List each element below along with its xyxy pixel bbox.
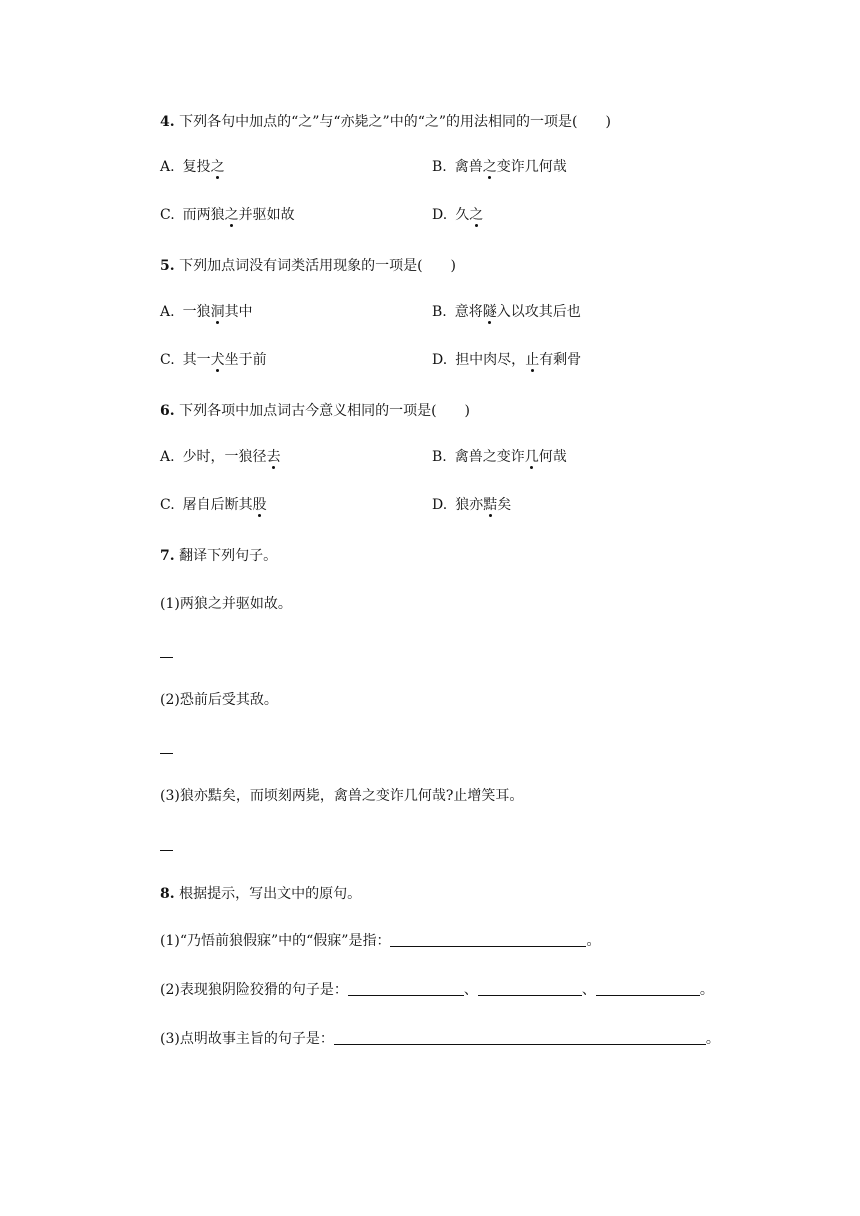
question-8 [160, 884, 361, 904]
answer-line[interactable] [160, 850, 173, 851]
option-label: A. [160, 159, 175, 175]
option-text: 矣 [497, 497, 512, 513]
option-label: C. [160, 497, 175, 513]
question-number: 5. [160, 258, 175, 274]
prompt-text: (2)表现狼阴险狡猾的句子是： [160, 982, 348, 998]
option-text: 有剩骨 [539, 352, 582, 368]
option-label: D. [432, 352, 448, 368]
option-text: 其一 [182, 352, 211, 368]
dotted-char: 去 [266, 449, 281, 465]
option-label: B. [432, 159, 447, 175]
q4-option-b [432, 157, 567, 177]
question-number: 6. [160, 403, 175, 419]
question-stem: 翻译下列句子。 [179, 548, 278, 564]
option-label: D. [432, 207, 448, 223]
q6-option-d [432, 495, 511, 515]
option-text: 担中肉尽， [455, 352, 526, 368]
dotted-char: 股 [252, 497, 267, 513]
dotted-char: 洞 [210, 304, 225, 320]
option-label: C. [160, 207, 175, 223]
q4-option-c [160, 205, 295, 225]
fill-blank[interactable] [596, 981, 700, 996]
q6-option-b [432, 447, 567, 467]
option-label: B. [432, 304, 447, 320]
q5-option-c [160, 350, 267, 370]
dotted-char: 犬 [210, 352, 225, 368]
option-text: 复投 [182, 159, 211, 175]
question-number: 4. [160, 114, 175, 130]
question-number: 8. [160, 886, 175, 902]
answer-line[interactable] [160, 657, 173, 658]
fill-blank[interactable] [478, 981, 582, 996]
option-text: 少时，一狼径 [182, 449, 267, 465]
q6-option-a [160, 447, 281, 467]
option-label: D. [432, 497, 448, 513]
option-text: 意将 [454, 304, 483, 320]
question-number: 7. [160, 548, 175, 564]
period: 。 [705, 1031, 720, 1047]
option-text: 禽兽之变诈 [454, 449, 525, 465]
q7-sentence-2: (2)恐前后受其敌。 [160, 692, 278, 708]
dotted-char: 之 [469, 207, 484, 223]
dotted-char: 之 [482, 159, 497, 175]
question-7 [160, 546, 277, 566]
option-label: B. [432, 449, 447, 465]
question-4 [160, 112, 611, 132]
question-stem: 下列各句中加点的“之”与“亦毙之”中的“之”的用法相同的一项是( ) [179, 114, 611, 130]
question-stem: 根据提示，写出文中的原句。 [179, 886, 362, 902]
question-5 [160, 256, 456, 276]
separator: 、 [581, 982, 596, 998]
fill-blank[interactable] [348, 981, 464, 996]
option-text: 变诈几何哉 [496, 159, 567, 175]
q8-item-3 [160, 1029, 720, 1049]
option-text: 何哉 [538, 449, 567, 465]
q4-option-d [432, 205, 483, 225]
option-label: A. [160, 304, 175, 320]
question-6 [160, 401, 470, 421]
prompt-text: (3)点明故事主旨的句子是： [160, 1031, 334, 1047]
fill-blank[interactable] [334, 1030, 706, 1045]
separator: 、 [463, 982, 478, 998]
option-text: 而两狼 [182, 207, 225, 223]
option-text: 狼亦 [455, 497, 484, 513]
prompt-text: (1)“乃悟前狼假寐”中的“假寐”是指： [160, 933, 391, 949]
option-text: 一狼 [182, 304, 211, 320]
period: 。 [699, 982, 714, 998]
option-label: A. [160, 449, 175, 465]
question-stem: 下列各项中加点词古今意义相同的一项是( ) [179, 403, 471, 419]
dotted-char: 之 [210, 159, 225, 175]
q8-item-1 [160, 931, 600, 951]
option-text: 久 [455, 207, 470, 223]
q6-option-c [160, 495, 267, 515]
option-text: 其中 [224, 304, 253, 320]
dotted-char: 止 [525, 352, 540, 368]
dotted-char: 之 [224, 207, 239, 223]
option-text: 并驱如故 [238, 207, 295, 223]
dotted-char: 几 [524, 449, 539, 465]
option-text: 坐于前 [224, 352, 267, 368]
question-stem: 下列加点词没有词类活用现象的一项是( ) [179, 258, 457, 274]
q8-item-2 [160, 980, 714, 1000]
q5-option-b [432, 302, 581, 322]
dotted-char: 隧 [482, 304, 497, 320]
dotted-char: 黠 [483, 497, 498, 513]
q5-option-a [160, 302, 253, 322]
option-text: 禽兽 [454, 159, 483, 175]
period: 。 [586, 933, 601, 949]
q5-option-d [432, 350, 581, 370]
option-label: C. [160, 352, 175, 368]
option-text: 屠自后断其 [182, 497, 253, 513]
option-text: 入以攻其后也 [496, 304, 581, 320]
q7-sentence-3: (3)狼亦黠矣，而顷刻两毙，禽兽之变诈几何哉?止增笑耳。 [160, 788, 524, 804]
q4-option-a [160, 157, 225, 177]
q7-sentence-1: (1)两狼之并驱如故。 [160, 596, 292, 612]
fill-blank[interactable] [390, 932, 586, 947]
answer-line[interactable] [160, 753, 173, 754]
